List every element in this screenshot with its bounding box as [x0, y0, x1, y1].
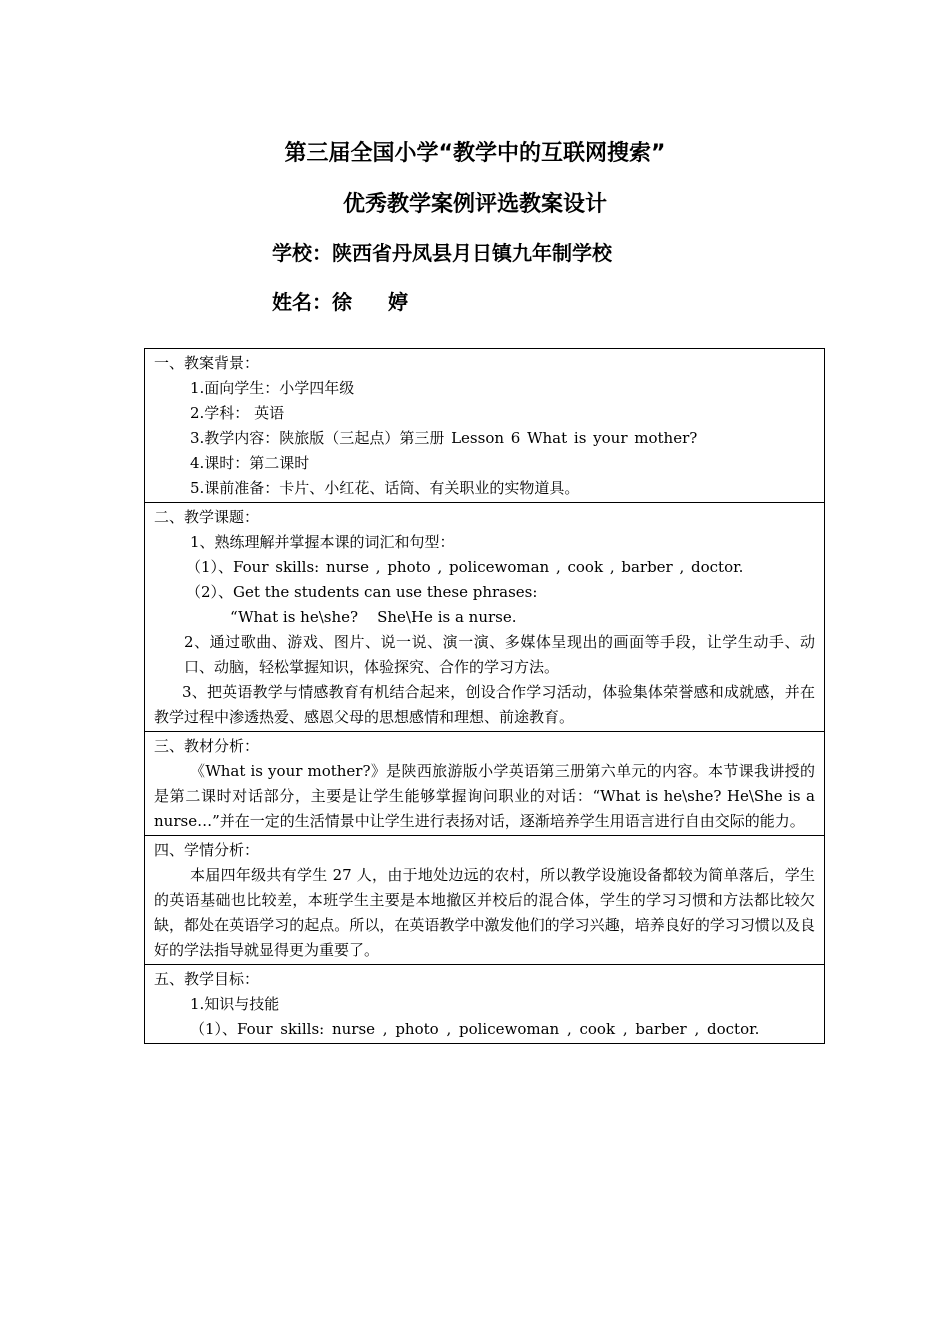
- document-title-line-1: 第三届全国小学“教学中的互联网搜索”: [284, 141, 666, 166]
- section-topic: [145, 503, 825, 732]
- topic-item-1: 1、熟练理解并掌握本课的词汇和句型：: [190, 533, 455, 551]
- background-target-students: 1.面向学生：小学四年级: [190, 379, 355, 397]
- background-period: 4.课时：第二课时: [190, 454, 310, 472]
- student-analysis-body: 本届四年级共有学生 27 人，由于地处边远的农村，所以教学设施设备都较为简单落后，学生的英语基础也比较差，本班学生主要是本地撤区并校后的混合体，学生的学习习惯和方法都比较欠缺，都处在英语学习的起点。所以，在英语教学中激发他们的学习兴趣，培养良好的学习习惯以及良好的学法指导就显得更为重要了。: [154, 866, 815, 959]
- lesson-plan-table: [144, 348, 825, 1044]
- objective-knowledge-skills: 1.知识与技能: [190, 995, 280, 1013]
- topic-phrase-example: “What is he\she? She\He is a nurse.: [230, 608, 517, 626]
- document-title-line-2: 优秀教学案例评选教案设计: [342, 192, 607, 217]
- author-name-rest: 婷: [388, 290, 408, 314]
- section-heading: 二、教学课题：: [154, 508, 260, 526]
- topic-item-1-2: （2）、Get the students can use these phrases:: [186, 583, 538, 601]
- topic-item-1-1: （1）、Four skills: nurse , photo , policewoman , cook , barber , doctor.: [186, 558, 744, 576]
- section-heading: 五、教学目标：: [154, 970, 260, 988]
- background-content: 3.教学内容：陕旅版（三起点）第三册 Lesson 6 What is your mother?: [190, 429, 698, 447]
- section-student-analysis: [145, 836, 825, 965]
- school-line: 学校：陕西省丹凤县月日镇九年制学校: [272, 241, 612, 265]
- section-material-analysis: [145, 732, 825, 836]
- section-objectives: [145, 965, 825, 1044]
- section-heading: 一、教案背景：: [154, 354, 260, 372]
- background-subject: 2.学科： 英语: [190, 404, 285, 422]
- background-preparation: 5.课前准备：卡片、小红花、话筒、有关职业的实物道具。: [190, 479, 580, 497]
- topic-item-3: 3、把英语教学与情感教育有机结合起来，创设合作学习活动，体验集体荣誉感和成就感，并在教学过程中渗透热爱、感恩父母的思想感情和理想、前途教育。: [154, 683, 815, 726]
- author-line: [272, 286, 408, 315]
- section-background: [145, 349, 825, 503]
- author-name-label: 姓名：徐: [272, 290, 352, 314]
- objective-item-1: （1）、Four skills: nurse , photo , policewoman , cook , barber , doctor.: [190, 1020, 760, 1038]
- material-analysis-body: 《What is your mother?》是陕西旅游版小学英语第三册第六单元的内容。本节课我讲授的是第二课时对话部分，主要是让学生能够掌握询问职业的对话：“What is he\she? He\She is a nurse…”并在一定的生活情景中让学生进行表扬对话，逐渐培养学生用语言进行自由交际的能力。: [154, 762, 815, 830]
- section-heading: 四、学情分析：: [154, 841, 260, 859]
- section-heading: 三、教材分析：: [154, 737, 260, 755]
- topic-item-2: 2、通过歌曲、游戏、图片、说一说、演一演、多媒体呈现出的画面等手段，让学生动手、动口、动脑，轻松掌握知识，体验探究、合作的学习方法。: [184, 633, 815, 676]
